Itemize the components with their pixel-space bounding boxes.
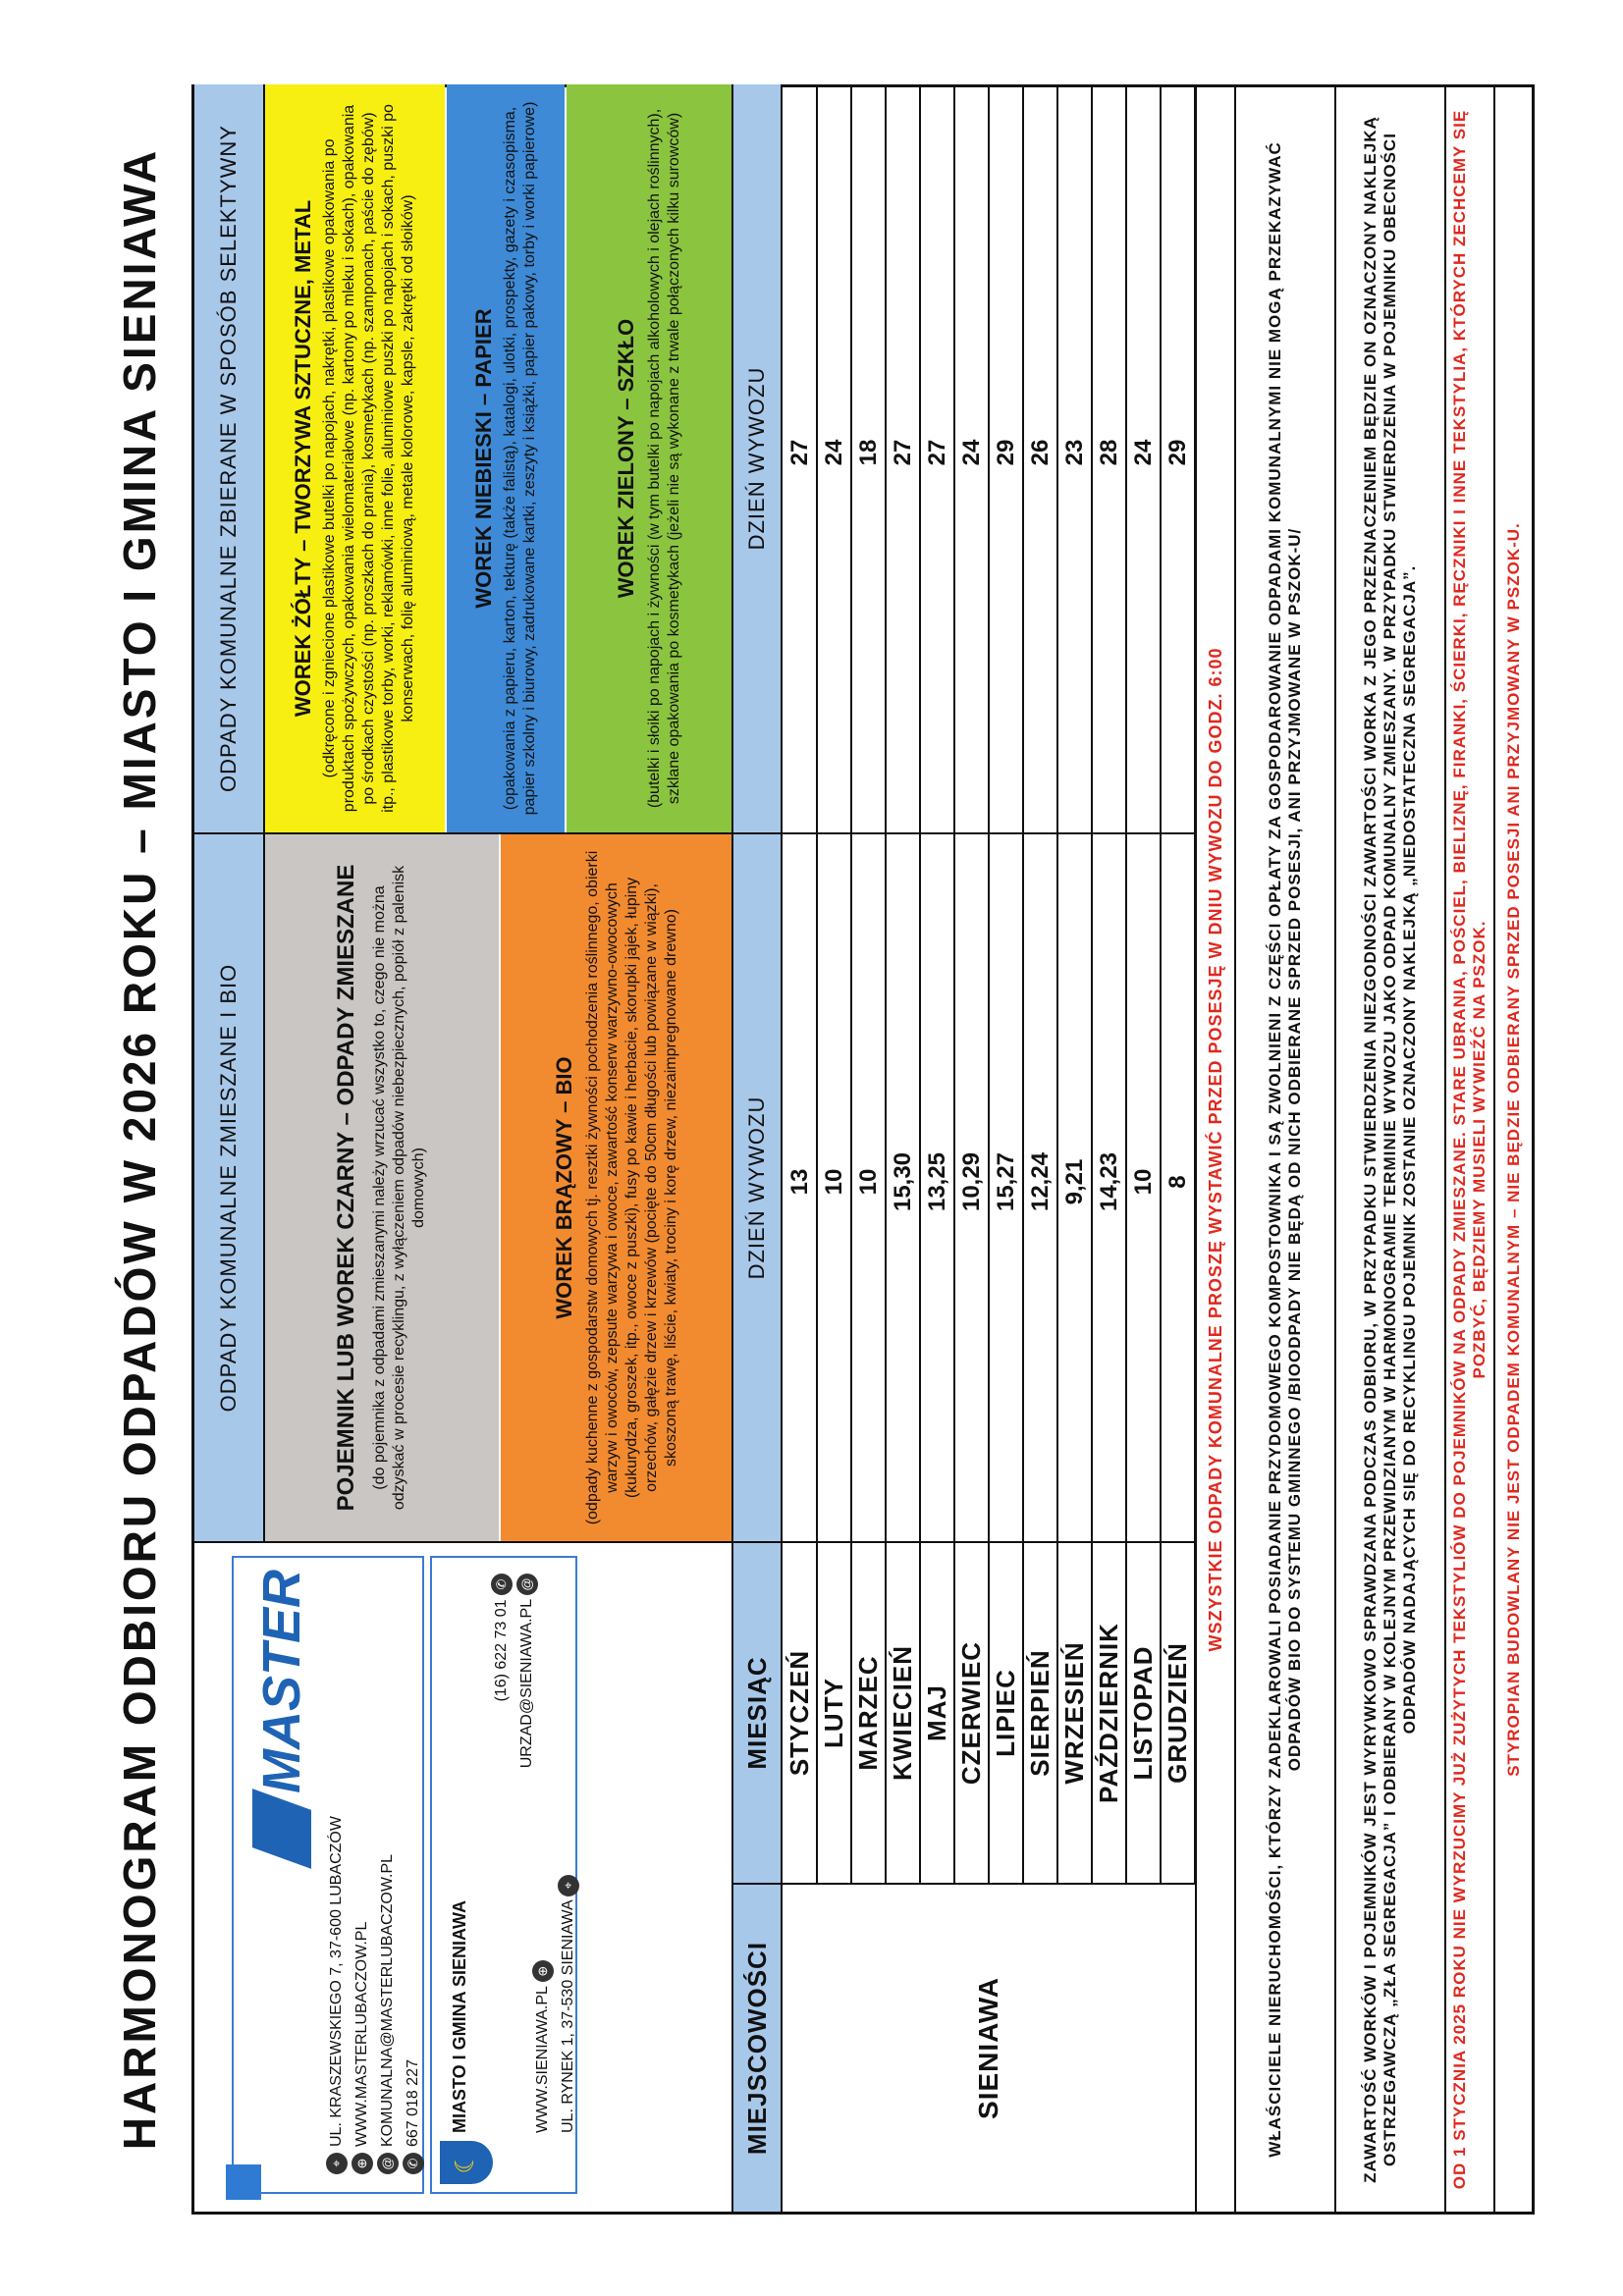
mixed-day-cell: 9,21 <box>1060 1158 1087 1204</box>
gmina-crest-icon: ☾ <box>440 2141 493 2184</box>
mixed-day-cell: 14,23 <box>1095 1151 1121 1211</box>
note-inspection: ZAWARTOŚĆ WORKÓW I POJEMNIKÓW JEST WYRYWKOWO SPRAWDZANA PODCZAS ODBIORU, W PRZYPADKU STWIERDZENIA NIEZGODNOŚCI ZAWARTOŚCI WORKA Z JEGO PRZEZNACZENIEM BĘDZIE ON OZNACZONY NAKLEJKĄ OSTRZEGAWCZĄ „ZŁA SEGREGACJA” I ODBIERANY W KOLEJNYM PRZEWIDZIANYM W HARMONOGRAMIE TERMINIE WYWOZU JAKO ODPAD KOMUNALNY ZMIESZANY. W PRZYPADKU STWIERDZENIA W POJEMNIKU OBECNOŚCI ODPADÓW NADAJĄCYCH SIĘ DO RECYKLINGU POJEMNIK ZOSTANIE OZNACZONY NAKLEJKĄ „NIEDOSTATECZNA SEGREGACJA”. <box>1360 115 1419 2183</box>
gmina-address: UL. RYNEK 1, 37-530 SIENIAWA ⌖ <box>556 1868 581 2132</box>
month-cell: LIPIEC <box>990 1668 1020 1757</box>
selective-day-cell: 24 <box>820 439 846 465</box>
page-title: HARMONOGRAM ODBIORU ODPADÓW W 2026 ROKU – MIASTO I GMINA SIENIAWA <box>113 147 165 2150</box>
col-month: MIESIĄC <box>733 1543 781 1883</box>
mixed-day-cell: 13,25 <box>923 1151 949 1211</box>
selective-day-cell: 26 <box>1026 439 1053 465</box>
mail-icon: @ <box>515 1574 537 1595</box>
month-cell: KWIECIEŃ <box>887 1644 917 1781</box>
col-locality: MIEJSCOWOŚCI <box>733 1885 781 2212</box>
bin-brown-title: WOREK BRĄZOWY – BIO <box>551 1055 575 1319</box>
bin-green-title: WOREK ZIELONY – SZKŁO <box>613 318 638 598</box>
mixed-day-cell: 15,30 <box>889 1151 915 1211</box>
month-cell: LUTY <box>818 1677 848 1748</box>
selective-day-cell: 29 <box>1163 439 1190 465</box>
month-cell: SIERPIEŃ <box>1024 1648 1055 1777</box>
selective-day-cell: 24 <box>1129 439 1156 465</box>
bin-yellow-desc: (odkręcone i zgniecione plastikowe butelki po napojach, nakrętki, plastikowe opakowania po produktach spożywczych, opakowania wielomateriałowe (np. kartony po mleku i sokach), opakowania po środkach czystości (np. proszkach do prania), kosmetykach (np. szamponach, paście do zębów) itp., plastikowe torby, worki, reklamówki, inne folie, aluminiowe puszki po napojach i sokach, puszki po konserwach, folię aluminiową, metale kolorowe, kapsle, zakrętki od słoików) <box>320 103 415 813</box>
selective-day-cell: 28 <box>1095 439 1121 465</box>
month-cell: WRZESIEŃ <box>1058 1640 1089 1785</box>
globe-icon: ⊕ <box>351 2153 372 2174</box>
phone-icon: ✆ <box>490 1574 512 1595</box>
note-textiles: OD 1 STYCZNIA 2025 ROKU NIE WYRZUCIMY JUŻ ZUŻYTYCH TEKSTYLIÓW DO POJEMNIKÓW NA ODPADY ZMIESZANE. STARE UBRANIA, POŚCIEL, BIELIZNĘ, FIRANKI, ŚCIERKI, RĘCZNIKI I INNE TEKSTYLIA, KTÓRYCH ZECHCEMY SIĘ POZBYĆ, BĘDZIEMY MUSIELI WYWIEŹĆ NA PSZOK. <box>1449 109 1488 2189</box>
phone-icon: ✆ <box>402 2153 423 2174</box>
selective-day-cell: 23 <box>1060 439 1087 465</box>
mixed-day-cell: 13 <box>785 1168 812 1195</box>
bin-black-desc: (do pojemnika z odpadami zmieszanymi należy wrzucać wszystko to, czego nie można odzyskać w procesie recyklingu, z wyłączeniem odpadów niebezpiecznych, popiół z palenisk domowych) <box>370 865 427 1510</box>
mixed-day-cell: 10,29 <box>957 1151 984 1211</box>
bin-blue <box>447 84 565 832</box>
mixed-day-cell: 10 <box>1129 1168 1156 1195</box>
schedule-sheet <box>88 72 1537 2226</box>
location-icon: ⌖ <box>325 2153 347 2174</box>
header-mixed: ODPADY KOMUNALNE ZMIESZANE I BIO <box>194 834 263 1541</box>
master-www[interactable]: ⊕WWW.MASTERLUBACZOW.PL <box>350 1625 375 2174</box>
master-logo-mark-icon <box>252 1789 311 1869</box>
schedule-table <box>191 84 1535 2215</box>
bin-brown <box>501 834 731 1541</box>
mixed-day-cell: 8 <box>1163 1174 1190 1189</box>
bin-blue-desc: (opakowania z papieru, karton, tekturę (także falistą), katalogi, ulotki, prospekty, gazety i czasopisma, papier szkolny i biurowy, zadrukowane kartki, zeszyty i książki, papier pakowy, torby i worki papierowe) <box>501 101 538 815</box>
gmina-info-box <box>430 1556 577 2194</box>
month-cell: GRUDZIEŃ <box>1162 1641 1192 1784</box>
bin-black <box>263 834 499 1541</box>
note-styrofoam: STYROPIAN BUDOWLANY NIE JEST ODPADEM KOMUNALNYM – NIE BĘDZIE ODBIERANY SPRZED POSESJI ANI PRZYJMOWANY W PSZOK-U. <box>1503 521 1523 1777</box>
bin-black-title: POJEMNIK LUB WOREK CZARNY – ODPADY ZMIESZANE <box>332 864 359 1511</box>
month-cell: LISTOPAD <box>1127 1644 1158 1781</box>
month-cell: PAŹDZIERNIK <box>1093 1622 1123 1803</box>
selective-day-cell: 24 <box>957 439 984 465</box>
mail-icon: @ <box>376 2153 398 2174</box>
header-selective: ODPADY KOMUNALNE ZBIERANE W SPOSÓB SELEKTYWNY <box>194 84 263 832</box>
month-cell: CZERWIEC <box>955 1640 986 1785</box>
mixed-day-cell: 10 <box>820 1168 846 1195</box>
location-icon: ⌖ <box>557 1874 578 1896</box>
selective-day-cell: 27 <box>785 439 812 465</box>
globe-icon: ⊕ <box>531 1960 553 1982</box>
master-phone: ✆667 018 227 <box>401 1625 426 2174</box>
month-cell: MAJ <box>921 1683 951 1741</box>
mixed-day-cell: 15,27 <box>992 1151 1018 1211</box>
blue-corner-square <box>226 2164 261 2200</box>
selective-day-cell: 29 <box>992 439 1018 465</box>
bin-blue-title: WOREK NIEBIESKI – PAPIER <box>470 307 496 609</box>
month-cell: STYCZEŃ <box>784 1649 814 1776</box>
bin-green-desc: (butelki i słoiki po napojach i żywności (w tym butelki po napojach alkoholowych i olejach roślinnych), szklane opakowania po kosmetykach (jeżeli nie są wykonane z trwale połączonych kilku surowców) <box>645 108 682 808</box>
selective-day-cell: 18 <box>854 439 881 465</box>
master-email[interactable]: @KOMUNALNA@MASTERLUBACZOW.PL <box>375 1625 401 2174</box>
note-compost: WŁAŚCICIELE NIERUCHOMOŚCI, KTÓRZY ZADEKLAROWALI POSIADANIE PRZYDOMOWEGO KOMPOSTOWNIKA I SĄ ZWOLNIENI Z CZĘŚCI OPŁATY ZA GOSPODAROWANIE ODPADAMI KOMUNALNYMI NIE MOGĄ PRZEKAZYWAĆ ODPADÓW BIO DO SYSTEMU GMINNEGO /BIOODPADY NIE BĘDĄ OD NICH ODBIERANE SPRZED POSESJI, ANI PRZYJMOWANE W PSZOK-U/ <box>1265 140 1304 2158</box>
col-day-mixed: DZIEŃ WYWOZU <box>733 834 781 1541</box>
bin-brown-desc: (odpady kuchenne z gospodarstw domowych tj. resztki żywności pochodzenia roślinnego, obierki warzyw i owoców, zepsute warzywa i owoce, zawartość konserw warzywno-owocowych (kukurydza, groszek, itp., owoce z puszki), fusy po kawie i herbacie, skorupki jajek, łupiny orzechów, gałęzie drzew i krzewów (pocięte do 50cm długości lub powiązane w wiązki), skoszoną trawę, liście, kwiaty, trociny i korę drzew, niezaimpregnowane drewno) <box>583 850 678 1524</box>
selective-day-cell: 27 <box>889 439 915 465</box>
gmina-name: MIASTO I GMINA SIENIAWA <box>449 1899 469 2133</box>
locality-cell: SIENIAWA <box>972 1976 1003 2119</box>
mixed-day-cell: 12,24 <box>1026 1151 1053 1211</box>
bin-green <box>567 84 731 832</box>
selective-day-cell: 27 <box>923 439 949 465</box>
mixed-day-cell: 10 <box>854 1168 881 1195</box>
gmina-email[interactable]: URZAD@SIENIAWA.PL @ <box>514 1568 540 1768</box>
note-deadline: WSZYSTKIE ODPADY KOMUNALNE PROSZĘ WYSTAWIĆ PRZED POSESJĘ W DNIU WYWOZU DO GODZ. 6:00 <box>1205 646 1224 1652</box>
master-address: ⌖UL. KRASZEWSKIEGO 7, 37-600 LUBACZÓW <box>324 1625 350 2174</box>
col-day-selective: DZIEŃ WYWOZU <box>733 84 781 832</box>
bin-yellow <box>263 84 445 832</box>
bin-yellow-title: WOREK ŻÓŁTY – TWORZYWA SZTUCZNE, METAL <box>290 199 314 717</box>
master-logo-text: MASTER <box>251 1569 311 1793</box>
month-cell: MARZEC <box>852 1654 883 1771</box>
gmina-www[interactable]: WWW.SIENIAWA.PL ⊕ <box>530 1868 556 2132</box>
master-info-box <box>232 1556 424 2194</box>
gmina-phone: (16) 622 73 01 ✆ <box>489 1568 514 1768</box>
master-logo <box>238 1564 326 1858</box>
